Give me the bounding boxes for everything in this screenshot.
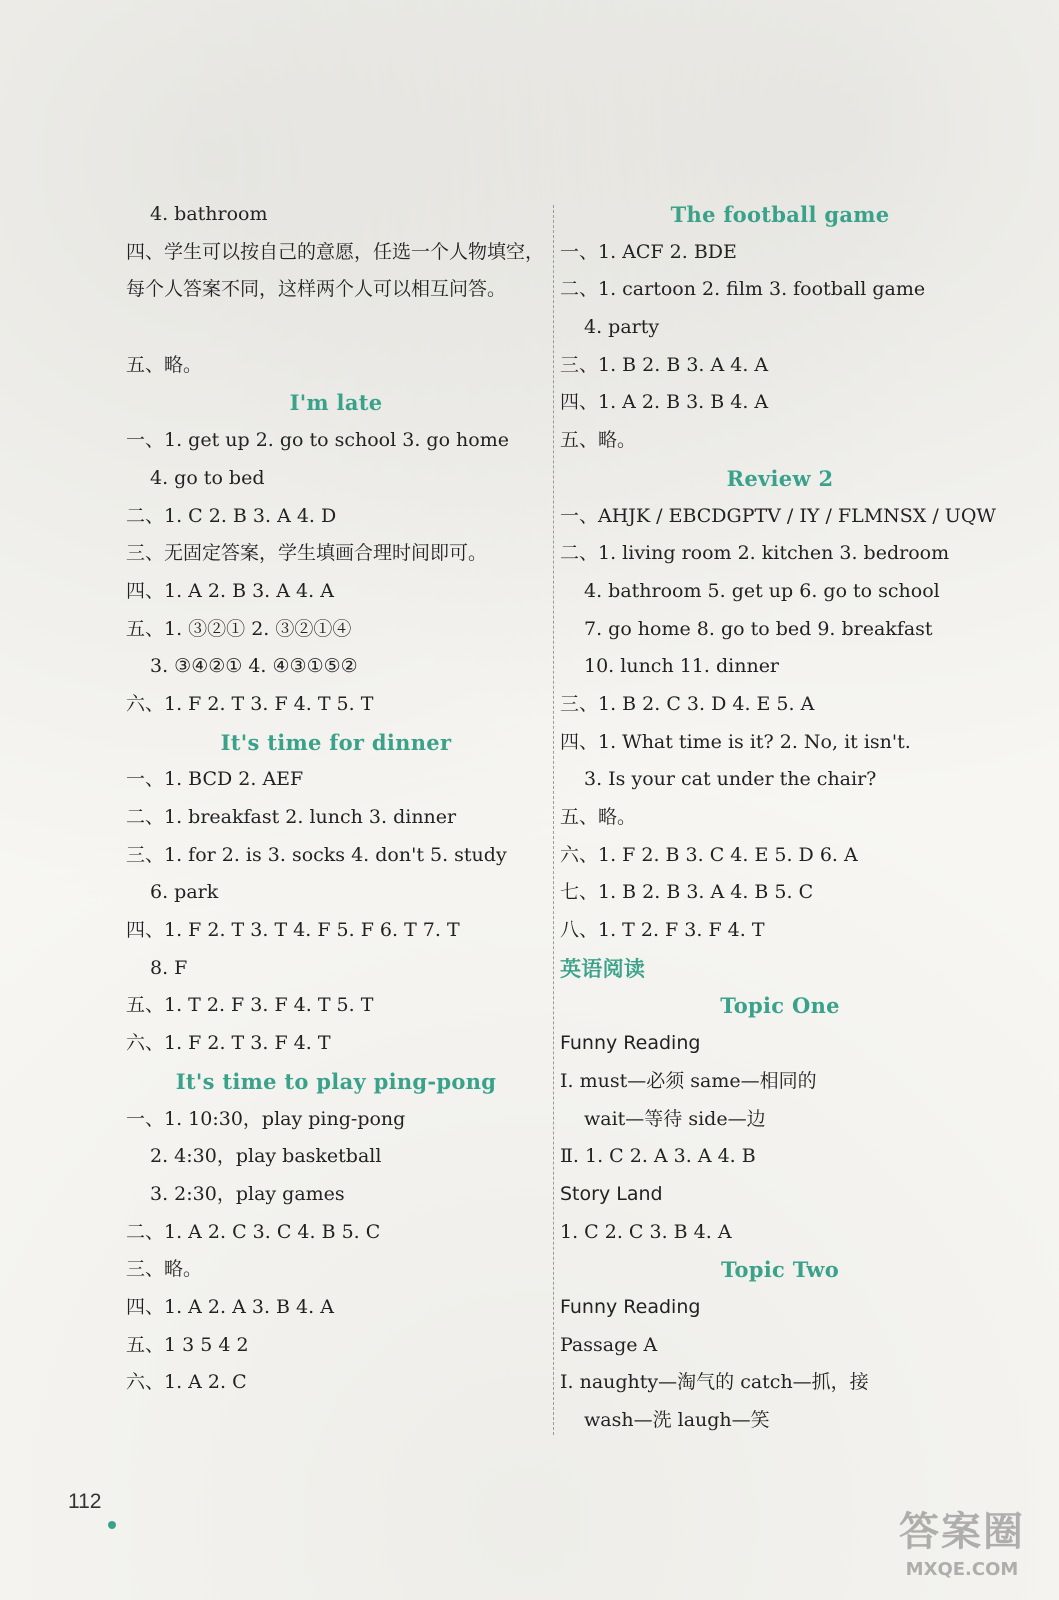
answer-line: 二、1. A 2. C 3. C 4. B 5. C xyxy=(126,1220,381,1243)
answer-line: 五、略。 xyxy=(560,806,637,828)
answer-line: 三、1. B 2. B 3. A 4. A xyxy=(560,353,769,376)
answer-line: 五、略。 xyxy=(560,429,637,452)
answer-line: 4. bathroom xyxy=(150,203,268,225)
answer-line: Story Land xyxy=(560,1182,663,1205)
answer-line: 五、略。 xyxy=(126,353,203,376)
answer-line: 二、1. breakfast 2. lunch 3. dinner xyxy=(126,806,457,829)
answer-line: 一、AHJK / EBCDGPTV / IY / FLMNSX / UQW xyxy=(560,504,996,527)
answer-line: 八、1. T 2. F 3. F 4. T xyxy=(560,919,765,942)
answer-line: 2. 4:30，play basketball xyxy=(150,1145,382,1168)
answer-line: 一、1. get up 2. go to school 3. go home xyxy=(126,429,509,452)
column-divider xyxy=(553,205,554,1435)
section-heading: Topic Two xyxy=(720,1257,840,1283)
answer-line: Ⅰ. naughty—淘气的 catch—抓，接 xyxy=(560,1371,869,1394)
left-column xyxy=(126,196,546,1402)
watermark-logo xyxy=(872,1500,1052,1595)
answer-line: 3. Is your cat under the chair? xyxy=(584,768,877,791)
answer-line: Funny Reading xyxy=(560,1295,701,1318)
answer-line: Ⅰ. must—必须 same—相同的 xyxy=(560,1069,817,1092)
answer-line: 6. park xyxy=(150,881,219,904)
answer-line: 1. C 2. C 3. B 4. A xyxy=(560,1220,732,1243)
watermark-line2: MXQE.COM xyxy=(905,1559,1019,1580)
page-number-dot-icon xyxy=(108,1521,116,1529)
answer-line: 二、1. living room 2. kitchen 3. bedroom xyxy=(560,542,950,565)
answer-line: wash—洗 laugh—笑 xyxy=(584,1409,770,1431)
answer-line: 三、无固定答案，学生填画合理时间即可。 xyxy=(126,542,488,565)
answer-line: 二、1. cartoon 2. film 3. football game xyxy=(560,278,926,301)
section-heading: Review 2 xyxy=(726,465,834,491)
answer-line: 三、1. for 2. is 3. socks 4. don't 5. study xyxy=(126,843,507,866)
section-heading: 英语阅读 xyxy=(560,955,646,981)
answer-line: 七、1. B 2. B 3. A 4. B 5. C xyxy=(560,881,814,904)
answer-line: 8. F xyxy=(150,956,188,979)
answer-line: wait—等待 side—边 xyxy=(584,1107,766,1130)
right-column xyxy=(560,196,1000,1440)
section-heading: The football game xyxy=(670,202,890,227)
answer-line: 3. 2:30，play games xyxy=(150,1182,345,1205)
answer-line: 四、1. A 2. B 3. B 4. A xyxy=(560,391,769,414)
answer-line: Funny Reading xyxy=(560,1032,701,1055)
answer-line: 五、1 3 5 4 2 xyxy=(126,1333,249,1356)
answer-line: 4. bathroom 5. get up 6. go to school xyxy=(584,579,940,602)
answer-line: 4. party xyxy=(584,316,660,339)
answer-line: 一、1. BCD 2. AEF xyxy=(126,768,304,791)
answer-line: 3. ③④②① 4. ④③①⑤② xyxy=(150,655,358,678)
answer-line: 四、1. A 2. A 3. B 4. A xyxy=(126,1295,334,1318)
answer-line: 四、学生可以按自己的意愿，任选一个人物填空，每个人答案不同，这样两个人可以相互问答。 xyxy=(126,240,545,301)
answer-line: 四、1. What time is it? 2. No, it isn't. xyxy=(560,730,911,753)
answer-line: 10. lunch 11. dinner xyxy=(584,655,780,678)
answer-line: 四、1. A 2. B 3. A 4. A xyxy=(126,579,334,602)
answer-line: 六、1. F 2. B 3. C 4. E 5. D 6. A xyxy=(560,843,858,866)
answer-line: 三、略。 xyxy=(126,1258,203,1281)
section-heading: I'm late xyxy=(289,390,383,416)
answer-line: 五、1. T 2. F 3. F 4. T 5. T xyxy=(126,994,374,1017)
answer-line: 六、1. A 2. C xyxy=(126,1371,247,1394)
section-heading: It's time to play ping-pong xyxy=(175,1068,497,1094)
answer-line: 三、1. B 2. C 3. D 4. E 5. A xyxy=(560,692,815,715)
answer-line: 一、1. ACF 2. BDE xyxy=(560,240,737,263)
watermark-line1: 答案圈 xyxy=(899,1509,1025,1555)
answer-line: Ⅱ. 1. C 2. A 3. A 4. B xyxy=(560,1145,756,1168)
section-heading: Topic One xyxy=(720,993,840,1019)
answer-line: 4. go to bed xyxy=(150,466,265,489)
page-number: 112 xyxy=(68,1490,102,1513)
answer-line: 二、1. C 2. B 3. A 4. D xyxy=(126,504,337,527)
answer-line: 四、1. F 2. T 3. T 4. F 5. F 6. T 7. T xyxy=(126,919,460,942)
answer-line: Passage A xyxy=(560,1333,658,1356)
answer-line: 五、1. ③②① 2. ③②①④ xyxy=(126,617,352,640)
answer-line: 六、1. F 2. T 3. F 4. T xyxy=(126,1032,331,1055)
answer-line: 7. go home 8. go to bed 9. breakfast xyxy=(584,617,933,640)
answer-line: 六、1. F 2. T 3. F 4. T 5. T xyxy=(126,692,374,715)
answer-line: 一、1. 10:30，play ping-pong xyxy=(126,1107,406,1130)
section-heading: It's time for dinner xyxy=(220,729,452,755)
